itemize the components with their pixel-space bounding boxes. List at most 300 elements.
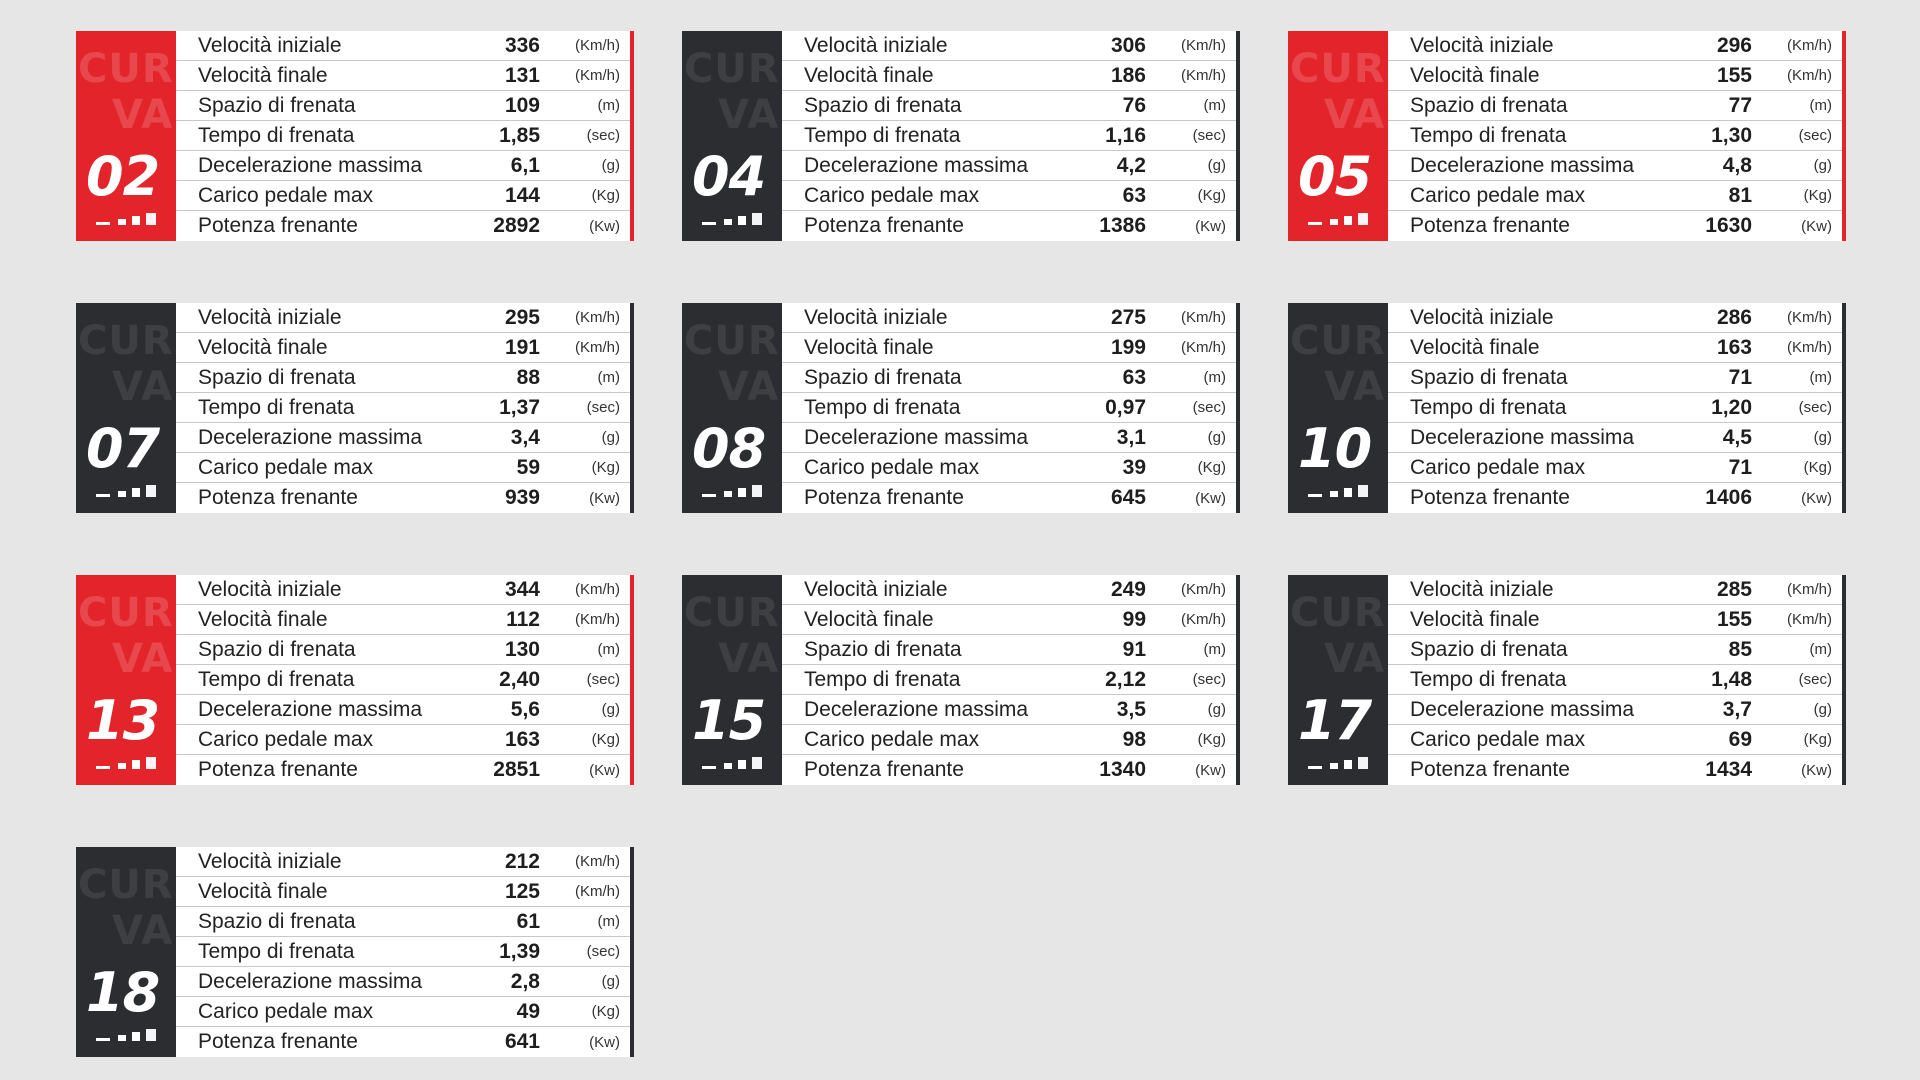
curve-badge <box>1288 303 1388 513</box>
stat-value: 191 <box>504 335 540 359</box>
stat-unit: (Kw) <box>1801 489 1832 507</box>
stat-value: 59 <box>516 455 540 479</box>
stat-label: Velocità finale <box>1410 63 1540 87</box>
stat-row <box>782 181 1236 211</box>
stat-value: 81 <box>1728 183 1752 207</box>
stat-unit: (Kw) <box>589 761 620 779</box>
stat-value: 939 <box>504 486 540 509</box>
curve-watermark-line2: VA <box>1324 636 1386 682</box>
stat-label: Velocità iniziale <box>1410 33 1554 57</box>
stat-row <box>176 997 630 1027</box>
stat-value: 6,1 <box>510 153 540 177</box>
curve-watermark-line2: VA <box>718 636 780 682</box>
stat-row <box>782 363 1236 393</box>
curve-card <box>1288 575 1846 785</box>
stat-row <box>1388 483 1842 513</box>
stat-row <box>782 333 1236 363</box>
stat-unit: (Km/h) <box>575 37 620 54</box>
stat-label: Spazio di frenata <box>1410 365 1568 389</box>
stat-row <box>782 755 1236 785</box>
stat-label: Decelerazione massima <box>198 425 423 449</box>
stat-label: Potenza frenante <box>198 758 358 781</box>
stat-value: 76 <box>1122 93 1146 117</box>
stat-row <box>782 61 1236 91</box>
curve-watermark-line1: CUR <box>1290 46 1386 92</box>
stat-unit: (Km/h) <box>575 339 620 356</box>
stat-value: 249 <box>1110 577 1146 601</box>
stat-label: Spazio di frenata <box>804 93 962 117</box>
stat-unit: (sec) <box>586 127 620 144</box>
curve-watermark-line1: CUR <box>78 590 174 636</box>
stat-unit: (g) <box>601 429 620 446</box>
curve-badge <box>76 303 176 513</box>
stat-label: Spazio di frenata <box>198 365 356 389</box>
stat-row <box>1388 755 1842 785</box>
stat-row <box>176 695 630 725</box>
stat-label: Potenza frenante <box>804 758 964 781</box>
curve-number: 07 <box>86 417 160 480</box>
stat-row <box>1388 423 1842 453</box>
stat-value: 186 <box>1110 63 1146 87</box>
stat-unit: (g) <box>1813 157 1832 174</box>
stat-row <box>176 847 630 877</box>
curve-card <box>1288 303 1846 513</box>
stat-value: 1,39 <box>499 939 540 963</box>
stat-value: 91 <box>1122 637 1146 661</box>
stat-label: Potenza frenante <box>1410 214 1570 237</box>
stat-label: Carico pedale max <box>804 455 980 479</box>
stat-unit: (Km/h) <box>575 309 620 326</box>
stat-row <box>1388 393 1842 423</box>
curve-watermark-line1: CUR <box>1290 590 1386 636</box>
stat-unit: (g) <box>1813 429 1832 446</box>
stat-row <box>176 635 630 665</box>
stat-value: 212 <box>504 849 540 873</box>
stat-label: Carico pedale max <box>804 727 980 751</box>
stat-value: 3,5 <box>1116 697 1146 721</box>
stat-value: 286 <box>1716 305 1752 329</box>
curve-watermark-line2: VA <box>112 92 174 138</box>
stat-row <box>176 453 630 483</box>
stat-label: Decelerazione massima <box>198 697 423 721</box>
stat-value: 1,16 <box>1105 123 1146 147</box>
stat-unit: (Km/h) <box>575 853 620 870</box>
stat-label: Decelerazione massima <box>804 425 1029 449</box>
curve-card <box>682 575 1240 785</box>
stat-label: Velocità iniziale <box>198 577 342 601</box>
curve-watermark-line2: VA <box>1324 92 1386 138</box>
stat-row <box>1388 635 1842 665</box>
stat-label: Carico pedale max <box>198 183 374 207</box>
curve-stats-table <box>176 847 630 1057</box>
stat-label: Spazio di frenata <box>1410 93 1568 117</box>
stat-label: Decelerazione massima <box>198 153 423 177</box>
stat-unit: (g) <box>1207 157 1226 174</box>
curve-number: 10 <box>1298 417 1372 480</box>
stat-unit: (Kw) <box>1195 761 1226 779</box>
stat-row <box>176 181 630 211</box>
stat-unit: (g) <box>1207 429 1226 446</box>
curve-watermark-line1: CUR <box>684 590 780 636</box>
stat-unit: (Km/h) <box>1181 611 1226 628</box>
stat-value: 1,30 <box>1711 123 1752 147</box>
stat-label: Carico pedale max <box>1410 727 1586 751</box>
stat-value: 344 <box>504 577 540 601</box>
curve-stats-table <box>176 575 630 785</box>
stat-unit: (Km/h) <box>1181 581 1226 598</box>
stat-label: Spazio di frenata <box>1410 637 1568 661</box>
stat-value: 641 <box>504 1030 540 1053</box>
stat-value: 3,4 <box>510 425 540 449</box>
stat-label: Velocità iniziale <box>198 305 342 329</box>
stat-row <box>176 937 630 967</box>
stat-row <box>782 453 1236 483</box>
stat-row <box>176 907 630 937</box>
stat-label: Velocità finale <box>804 63 934 87</box>
stat-unit: (Km/h) <box>575 611 620 628</box>
stat-value: 155 <box>1716 63 1752 87</box>
stat-row <box>176 333 630 363</box>
stat-unit: (g) <box>1813 701 1832 718</box>
curve-number: 08 <box>692 417 766 480</box>
stat-label: Spazio di frenata <box>198 909 356 933</box>
stat-unit: (Km/h) <box>1787 67 1832 84</box>
stat-unit: (Kg) <box>1197 459 1226 476</box>
stat-value: 5,6 <box>510 697 540 721</box>
stat-label: Spazio di frenata <box>804 637 962 661</box>
stat-value: 0,97 <box>1105 395 1146 419</box>
stat-value: 1386 <box>1099 214 1146 237</box>
curve-watermark-line1: CUR <box>78 862 174 908</box>
stat-value: 163 <box>504 727 540 751</box>
stat-row <box>176 665 630 695</box>
stat-label: Potenza frenante <box>804 214 964 237</box>
stat-value: 645 <box>1110 486 1146 509</box>
stat-label: Potenza frenante <box>198 214 358 237</box>
curve-stats-table <box>1388 31 1842 241</box>
stat-unit: (Kg) <box>1803 187 1832 204</box>
stat-unit: (m) <box>597 913 620 930</box>
curve-number: 15 <box>692 689 766 752</box>
stat-unit: (g) <box>601 157 620 174</box>
stat-value: 3,7 <box>1722 697 1752 721</box>
stat-value: 131 <box>504 63 540 87</box>
stat-value: 98 <box>1122 727 1146 751</box>
stat-unit: (sec) <box>586 399 620 416</box>
stat-unit: (Kg) <box>591 459 620 476</box>
curve-card <box>76 303 634 513</box>
stat-row <box>176 91 630 121</box>
signal-bars-icon <box>96 483 158 497</box>
stat-unit: (Km/h) <box>1787 37 1832 54</box>
curve-number: 13 <box>86 689 160 752</box>
stat-value: 130 <box>504 637 540 661</box>
stat-unit: (Kw) <box>1801 761 1832 779</box>
stat-value: 85 <box>1728 637 1752 661</box>
stat-unit: (sec) <box>1192 127 1226 144</box>
stat-row <box>782 695 1236 725</box>
stat-value: 1,85 <box>499 123 540 147</box>
stat-unit: (Km/h) <box>1181 37 1226 54</box>
stat-row <box>176 725 630 755</box>
stat-label: Decelerazione massima <box>1410 425 1635 449</box>
stat-row <box>1388 91 1842 121</box>
stat-value: 4,8 <box>1722 153 1752 177</box>
curve-card <box>76 847 634 1057</box>
stat-unit: (m) <box>1203 369 1226 386</box>
stat-value: 2851 <box>493 758 540 781</box>
stat-value: 99 <box>1122 607 1146 631</box>
stat-value: 4,2 <box>1116 153 1146 177</box>
stat-unit: (Kg) <box>1197 731 1226 748</box>
curve-watermark-line2: VA <box>1324 364 1386 410</box>
stat-label: Tempo di frenata <box>804 123 961 147</box>
stat-label: Velocità iniziale <box>1410 577 1554 601</box>
curve-watermark-line2: VA <box>112 908 174 954</box>
stat-row <box>176 363 630 393</box>
stat-value: 155 <box>1716 607 1752 631</box>
stat-label: Tempo di frenata <box>198 939 355 963</box>
stat-unit: (sec) <box>1798 399 1832 416</box>
stat-unit: (Kg) <box>591 187 620 204</box>
stat-row <box>1388 61 1842 91</box>
stat-row <box>1388 363 1842 393</box>
stat-unit: (m) <box>597 369 620 386</box>
curve-badge <box>76 847 176 1057</box>
stat-label: Spazio di frenata <box>804 365 962 389</box>
stat-label: Potenza frenante <box>198 1030 358 1053</box>
curve-watermark-line2: VA <box>112 636 174 682</box>
curve-number: 18 <box>86 961 160 1024</box>
curve-watermark-line1: CUR <box>78 46 174 92</box>
stat-row <box>176 1027 630 1057</box>
stat-value: 125 <box>504 879 540 903</box>
stat-value: 1340 <box>1099 758 1146 781</box>
stat-unit: (Kw) <box>589 217 620 235</box>
curve-stats-table <box>1388 303 1842 513</box>
stat-label: Potenza frenante <box>198 486 358 509</box>
signal-bars-icon <box>702 755 764 769</box>
stat-unit: (Km/h) <box>1181 67 1226 84</box>
stat-label: Tempo di frenata <box>198 667 355 691</box>
stat-row <box>176 967 630 997</box>
stat-value: 296 <box>1716 33 1752 57</box>
stat-row <box>1388 121 1842 151</box>
stat-value: 275 <box>1110 305 1146 329</box>
signal-bars-icon <box>96 755 158 769</box>
stat-label: Tempo di frenata <box>198 123 355 147</box>
stat-row <box>782 211 1236 241</box>
stat-unit: (Km/h) <box>575 883 620 900</box>
curve-badge <box>682 575 782 785</box>
stat-value: 3,1 <box>1116 425 1146 449</box>
stat-label: Velocità finale <box>804 335 934 359</box>
stat-row <box>1388 665 1842 695</box>
stat-unit: (Km/h) <box>1787 611 1832 628</box>
stat-unit: (sec) <box>1192 399 1226 416</box>
stat-unit: (Kg) <box>1803 459 1832 476</box>
stat-label: Decelerazione massima <box>1410 697 1635 721</box>
stat-row <box>1388 605 1842 635</box>
stat-label: Carico pedale max <box>198 727 374 751</box>
stat-value: 71 <box>1728 455 1752 479</box>
stat-unit: (Km/h) <box>1787 339 1832 356</box>
stat-unit: (sec) <box>586 943 620 960</box>
stat-unit: (m) <box>1203 97 1226 114</box>
stat-unit: (Km/h) <box>1181 309 1226 326</box>
stat-value: 88 <box>516 365 540 389</box>
stat-unit: (sec) <box>1798 671 1832 688</box>
stat-value: 39 <box>1122 455 1146 479</box>
stat-row <box>176 211 630 241</box>
stat-label: Velocità iniziale <box>198 33 342 57</box>
signal-bars-icon <box>96 211 158 225</box>
stat-row <box>782 121 1236 151</box>
stat-row <box>1388 31 1842 61</box>
stat-row <box>782 91 1236 121</box>
stat-label: Tempo di frenata <box>1410 395 1567 419</box>
stat-label: Spazio di frenata <box>198 93 356 117</box>
stat-value: 306 <box>1110 33 1146 57</box>
stat-row <box>176 61 630 91</box>
curve-badge <box>76 575 176 785</box>
stat-unit: (Km/h) <box>575 67 620 84</box>
stat-label: Decelerazione massima <box>198 969 423 993</box>
stat-value: 1,37 <box>499 395 540 419</box>
stat-value: 69 <box>1728 727 1752 751</box>
stat-value: 336 <box>504 33 540 57</box>
stat-unit: (sec) <box>1192 671 1226 688</box>
stat-row <box>1388 725 1842 755</box>
stat-row <box>782 151 1236 181</box>
curve-watermark-line1: CUR <box>78 318 174 364</box>
stat-row <box>782 393 1236 423</box>
stat-label: Carico pedale max <box>1410 183 1586 207</box>
stat-value: 295 <box>504 305 540 329</box>
stat-row <box>1388 575 1842 605</box>
stat-row <box>176 423 630 453</box>
stat-row <box>782 483 1236 513</box>
stat-unit: (m) <box>597 97 620 114</box>
stat-unit: (Kg) <box>591 1003 620 1020</box>
curve-watermark-line2: VA <box>718 92 780 138</box>
stat-label: Velocità finale <box>198 607 328 631</box>
stat-label: Decelerazione massima <box>1410 153 1635 177</box>
stat-label: Velocità finale <box>198 63 328 87</box>
stat-label: Spazio di frenata <box>198 637 356 661</box>
stat-label: Tempo di frenata <box>1410 667 1567 691</box>
stat-label: Velocità iniziale <box>1410 305 1554 329</box>
stat-unit: (Kw) <box>589 489 620 507</box>
curve-watermark-line1: CUR <box>684 46 780 92</box>
stat-value: 112 <box>506 607 540 631</box>
stat-label: Velocità finale <box>804 607 934 631</box>
curve-badge <box>682 31 782 241</box>
curve-card <box>682 31 1240 241</box>
stat-row <box>176 121 630 151</box>
stat-value: 71 <box>1728 365 1752 389</box>
stat-value: 109 <box>504 93 540 117</box>
stat-row <box>176 151 630 181</box>
stat-unit: (g) <box>601 701 620 718</box>
stat-value: 1630 <box>1705 214 1752 237</box>
stat-label: Carico pedale max <box>804 183 980 207</box>
stat-label: Tempo di frenata <box>1410 123 1567 147</box>
curve-number: 05 <box>1298 145 1372 208</box>
stat-label: Tempo di frenata <box>198 395 355 419</box>
stat-value: 49 <box>516 999 540 1023</box>
curve-stats-table <box>782 303 1236 513</box>
stat-unit: (m) <box>1809 369 1832 386</box>
stat-value: 285 <box>1716 577 1752 601</box>
curve-watermark-line1: CUR <box>1290 318 1386 364</box>
stat-unit: (m) <box>597 641 620 658</box>
stat-label: Potenza frenante <box>1410 486 1570 509</box>
stat-label: Tempo di frenata <box>804 667 961 691</box>
stat-unit: (Kw) <box>1195 489 1226 507</box>
signal-bars-icon <box>1308 483 1370 497</box>
stat-row <box>1388 695 1842 725</box>
stat-unit: (Km/h) <box>1787 309 1832 326</box>
signal-bars-icon <box>96 1027 158 1041</box>
stat-label: Decelerazione massima <box>804 153 1029 177</box>
stat-value: 1,20 <box>1711 395 1752 419</box>
stat-label: Velocità finale <box>198 879 328 903</box>
stat-unit: (Kw) <box>1195 217 1226 235</box>
stat-label: Velocità iniziale <box>804 305 948 329</box>
stat-value: 2,8 <box>510 969 540 993</box>
stat-row <box>176 575 630 605</box>
stat-label: Velocità iniziale <box>804 33 948 57</box>
stat-value: 77 <box>1728 93 1752 117</box>
stat-label: Velocità finale <box>1410 335 1540 359</box>
signal-bars-icon <box>1308 211 1370 225</box>
stat-label: Velocità finale <box>1410 607 1540 631</box>
stat-unit: (m) <box>1809 641 1832 658</box>
stat-value: 144 <box>504 183 540 207</box>
stat-unit: (Kg) <box>591 731 620 748</box>
stat-value: 1,48 <box>1711 667 1752 691</box>
curve-card <box>1288 31 1846 241</box>
curve-stats-table <box>176 303 630 513</box>
curve-watermark-line1: CUR <box>684 318 780 364</box>
stat-row <box>176 755 630 785</box>
curve-number: 17 <box>1298 689 1372 752</box>
stat-unit: (Kw) <box>589 1033 620 1051</box>
stat-unit: (Km/h) <box>1181 339 1226 356</box>
stat-row <box>782 31 1236 61</box>
stat-value: 163 <box>1716 335 1752 359</box>
stat-value: 2,12 <box>1105 667 1146 691</box>
stat-row <box>176 31 630 61</box>
stat-value: 61 <box>516 909 540 933</box>
stat-value: 199 <box>1110 335 1146 359</box>
stat-row <box>176 393 630 423</box>
curve-card <box>682 303 1240 513</box>
stat-unit: (Kg) <box>1803 731 1832 748</box>
curve-card <box>76 31 634 241</box>
stat-row <box>1388 151 1842 181</box>
signal-bars-icon <box>702 211 764 225</box>
curve-badge <box>1288 575 1388 785</box>
stat-row <box>1388 453 1842 483</box>
stat-label: Velocità iniziale <box>804 577 948 601</box>
stat-unit: (Kw) <box>1801 217 1832 235</box>
stat-value: 63 <box>1122 365 1146 389</box>
curve-badge <box>1288 31 1388 241</box>
stat-value: 1434 <box>1705 758 1752 781</box>
stat-row <box>176 303 630 333</box>
